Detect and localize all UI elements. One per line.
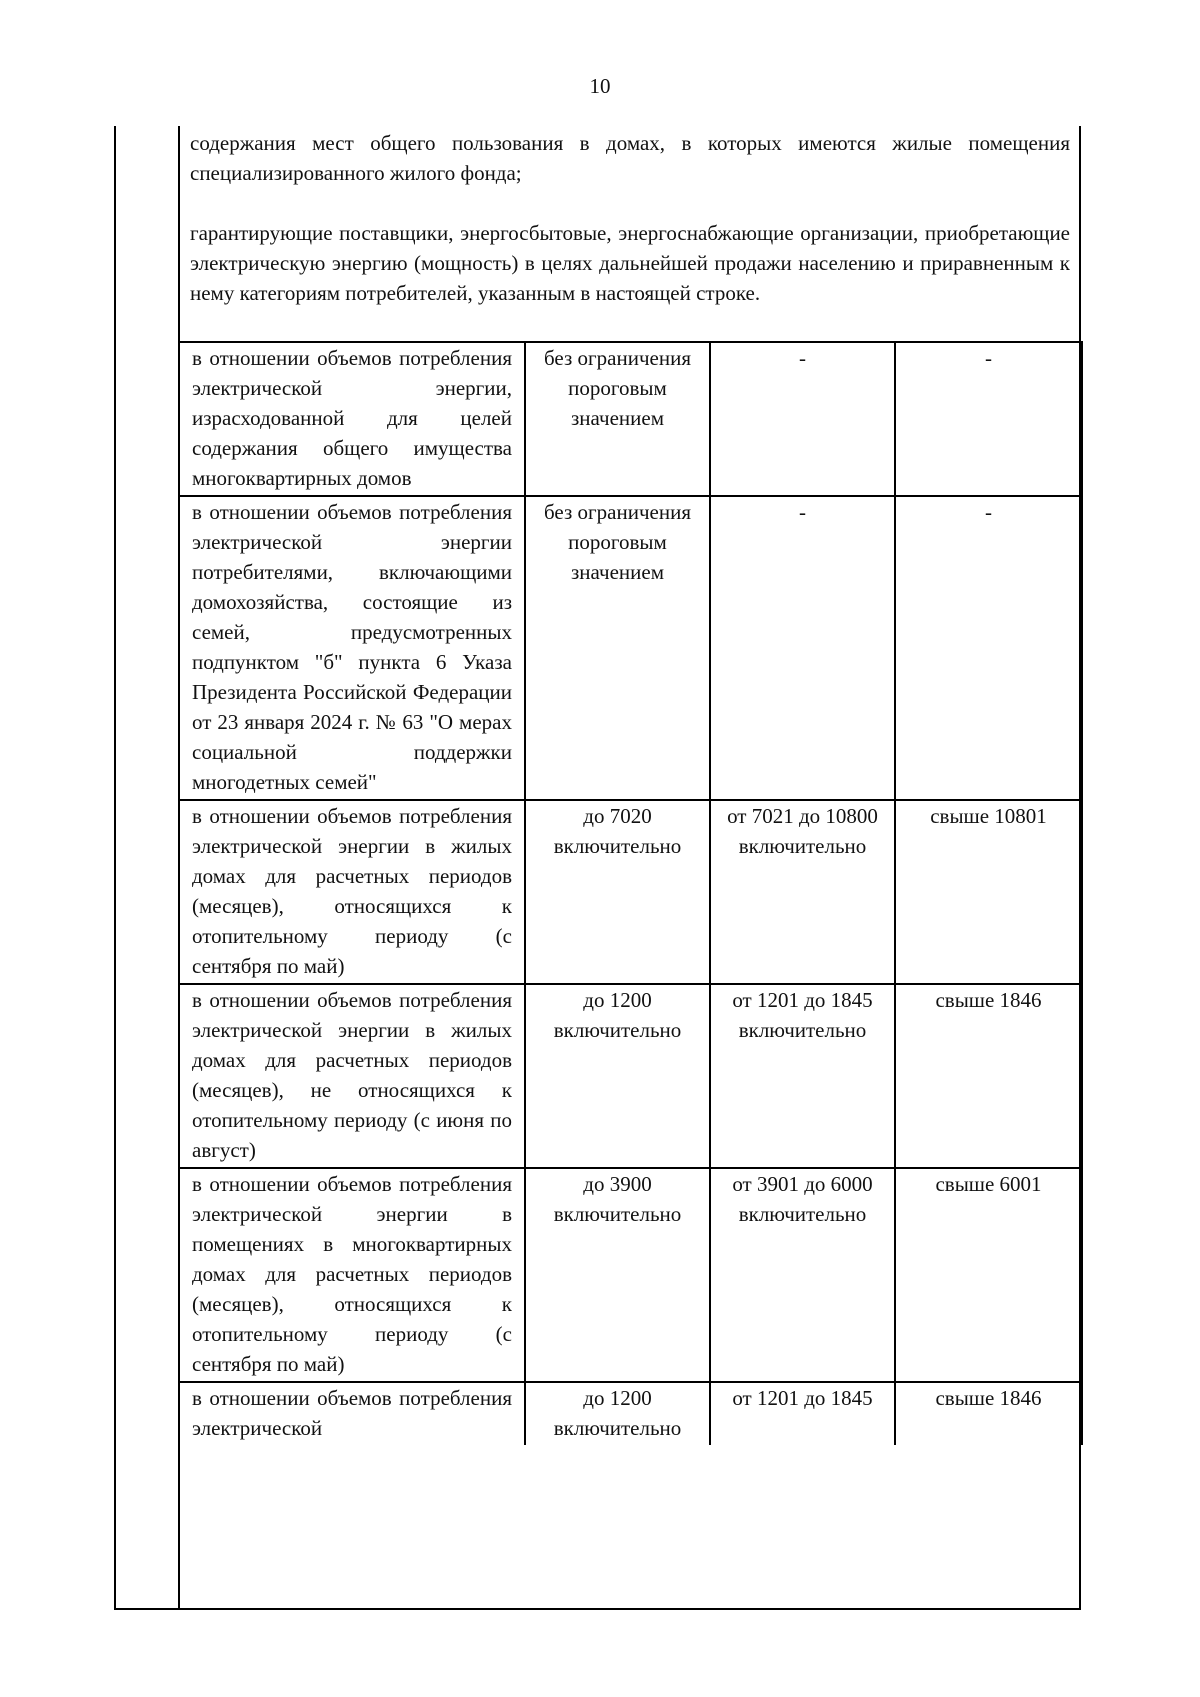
- table-row: [179, 1168, 1082, 1382]
- row-description: в отношении объемов потребления электрической энергии в помещениях в многоквартирных домах для расчетных периодов (месяцев), относящихся к отопительному периоду (с сентября по май): [179, 1168, 525, 1382]
- range-3-cell: -: [895, 496, 1082, 800]
- range-3-cell: свыше 1846: [895, 984, 1082, 1168]
- table-row: [179, 496, 1082, 800]
- range-2-cell: -: [710, 342, 895, 496]
- range-2-cell: от 1201 до 1845 включительно: [710, 984, 895, 1168]
- range-2-cell: от 3901 до 6000 включительно: [710, 1168, 895, 1382]
- page-number: 10: [589, 74, 611, 98]
- range-1-cell: до 1200 включительно: [525, 1382, 710, 1445]
- table-row: [179, 342, 1082, 496]
- intro-paragraph-1: содержания мест общего пользования в домах, в которых имеются жилые помещения специализированного жилого фонда;: [190, 131, 1070, 185]
- range-1-cell: без ограничения пороговым значением: [525, 342, 710, 496]
- row-description: в отношении объемов потребления электрической энергии потребителями, включающими домохозяйства, состоящие из семей, предусмотренных подпунктом "б" пункта 6 Указа Президента Российской Федерации от 23 января 2024 г. № 63 "О мерах социальной поддержки многодетных семей": [179, 496, 525, 800]
- range-1-cell: до 3900 включительно: [525, 1168, 710, 1382]
- range-1-cell: до 7020 включительно: [525, 800, 710, 984]
- tariff-table: [178, 341, 1083, 1445]
- range-2-cell: от 1201 до 1845: [710, 1382, 895, 1445]
- merged-cell-text: [190, 128, 1070, 308]
- range-3-cell: -: [895, 342, 1082, 496]
- table-row: [179, 800, 1082, 984]
- range-2-cell: -: [710, 496, 895, 800]
- range-1-cell: до 1200 включительно: [525, 984, 710, 1168]
- row-description: в отношении объемов потребления электрической: [179, 1382, 525, 1445]
- range-1-cell: без ограничения пороговым значением: [525, 496, 710, 800]
- table-row: [179, 1382, 1082, 1445]
- row-description: в отношении объемов потребления электрической энергии в жилых домах для расчетных периодов (месяцев), относящихся к отопительному периоду (с сентября по май): [179, 800, 525, 984]
- row-description: в отношении объемов потребления электрической энергии в жилых домах для расчетных периодов (месяцев), не относящихся к отопительному периоду (с июня по август): [179, 984, 525, 1168]
- range-2-cell: от 7021 до 10800 включительно: [710, 800, 895, 984]
- range-3-cell: свыше 10801: [895, 800, 1082, 984]
- intro-paragraph-2: гарантирующие поставщики, энергосбытовые, энергоснабжающие организации, приобретающие электрическую энергию (мощность) в целях дальнейшей продажи населению и приравненным к нему категориям потребителей, указанным в настоящей строке.: [190, 221, 1070, 305]
- table-row: [179, 984, 1082, 1168]
- range-3-cell: свыше 6001: [895, 1168, 1082, 1382]
- row-description: в отношении объемов потребления электрической энергии, израсходованной для целей содержания общего имущества многоквартирных домов: [179, 342, 525, 496]
- range-3-cell: свыше 1846: [895, 1382, 1082, 1445]
